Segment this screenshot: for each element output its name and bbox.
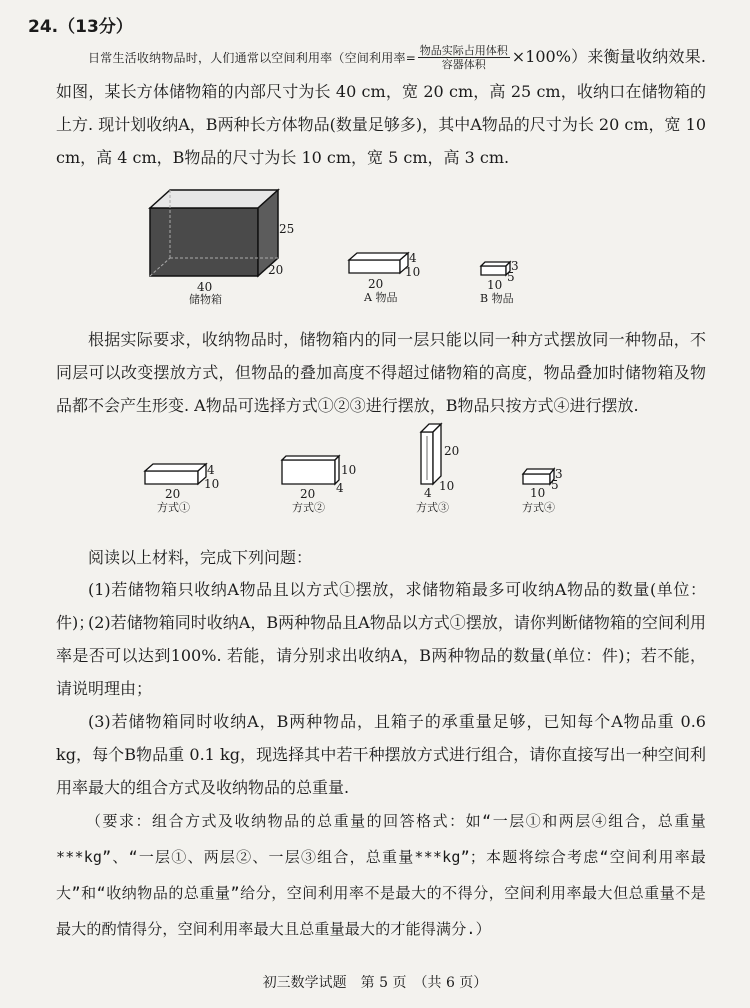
box-length-label: 40: [197, 280, 213, 294]
intro-rest: 收纳效果.如图，某长方体储物箱的内部尺寸为长 40 cm，宽 20 cm，高 25 cm，收纳口在储物箱的上方. 现计划收纳A，B两种长方体物品(数量足够多)，其中A物品的尺寸为长 20 cm，宽 10 cm，高 4 cm，B物品的尺寸为长 10 cm，宽 5 cm，高 3 cm.: [56, 47, 706, 167]
box-caption: 储物箱: [189, 293, 222, 306]
method-4-diagram: [522, 467, 563, 514]
page-footer: 初三数学试题 第 5 页 （共 6 页）: [262, 975, 488, 991]
method-2-caption: 方式②: [292, 501, 325, 514]
method-4-height-label: 3: [555, 467, 563, 481]
method-1-length-label: 20: [165, 487, 181, 501]
box-height-label: 25: [279, 222, 295, 236]
method-3-diagram: [416, 424, 459, 514]
intro-frac-tail: ×100%）来衡量: [511, 47, 637, 66]
fraction-numerator: 物品实际占用体积: [419, 44, 508, 57]
item-b-caption: B 物品: [480, 292, 514, 305]
method-3-height-label: 20: [444, 444, 460, 458]
method-4-caption: 方式④: [522, 501, 555, 514]
question-number: 24.: [28, 17, 59, 37]
method-3-length-label: 4: [424, 486, 432, 500]
item-a-diagram: [349, 251, 420, 304]
fraction-denominator: 容器体积: [441, 58, 486, 71]
method-2-diagram: [282, 456, 356, 514]
item-b-length-label: 10: [487, 278, 503, 292]
method-1-height-label: 4: [207, 463, 215, 477]
intro-line-start: 日常生活收纳物品时，人们通常以空间利用率（空间利用率=: [88, 51, 416, 65]
item-a-caption: A 物品: [364, 291, 398, 304]
method-2-length-label: 20: [300, 487, 316, 501]
answer-requirement: （要求：组合方式及收纳物品的总重量的回答格式：如“一层①和两层④组合，总重量***kg”、“一层①、两层②、一层③组合，总重量***kg”；本题将综合考虑“空间利用率最大”和“收纳物品的总重量”给分，空间利用率不是最大的不得分，空间利用率最大但总重量不是最大的酌情得分，空间利用率最大且总重量最大的才能得满分.）: [56, 812, 706, 938]
method-3-caption: 方式③: [416, 501, 449, 514]
question-2: (2)若储物箱同时收纳A，B两种物品且A物品以方式①摆放，请你判断储物箱的空间利用率是否可以达到100%. 若能，请分别求出收纳A，B两种物品的数量(单位：件)；若不能，请说明理由；: [56, 613, 706, 698]
rules-paragraph: 根据实际要求，收纳物品时，储物箱内的同一层只能以同一种方式摆放同一种物品，不同层可以改变摆放方式，但物品的叠加高度不得超过储物箱的高度，物品叠加时储物箱及物品都不会产生形变. A物品可选择方式①②③进行摆放，B物品只按方式④进行摆放.: [56, 330, 706, 415]
method-1-caption: 方式①: [157, 501, 190, 514]
item-b-diagram: [480, 259, 519, 305]
item-a-length-label: 20: [368, 277, 384, 291]
method-4-width-label: 5: [551, 478, 559, 492]
method-2-width-label: 4: [336, 481, 344, 495]
method-3-width-label: 10: [439, 479, 455, 493]
item-a-height-label: 4: [409, 251, 417, 265]
question-score: （13分）: [58, 17, 133, 37]
item-b-height-label: 3: [511, 259, 519, 273]
question-3: (3)若储物箱同时收纳A，B两种物品，且箱子的承重量足够，已知每个A物品重 0.6 kg，每个B物品重 0.1 kg，现选择其中若干种摆放方式进行组合，请你直接写出一种空间利用率最大的组合方式及收纳物品的总重量.: [56, 712, 706, 797]
method-1-width-label: 10: [204, 477, 220, 491]
method-4-length-label: 10: [530, 486, 546, 500]
question-1: (1)若储物箱只收纳A物品且以方式①摆放，求储物箱最多可收纳A物品的数量(单位：件)；: [56, 580, 706, 632]
prompt-line: 阅读以上材料，完成下列问题：: [88, 548, 313, 567]
method-1-diagram: [145, 463, 219, 514]
item-b-width-label: 5: [507, 270, 515, 284]
storage-box-diagram: [150, 190, 294, 306]
method-2-height-label: 10: [341, 463, 357, 477]
item-a-width-label: 10: [405, 265, 421, 279]
box-width-label: 20: [268, 263, 284, 277]
